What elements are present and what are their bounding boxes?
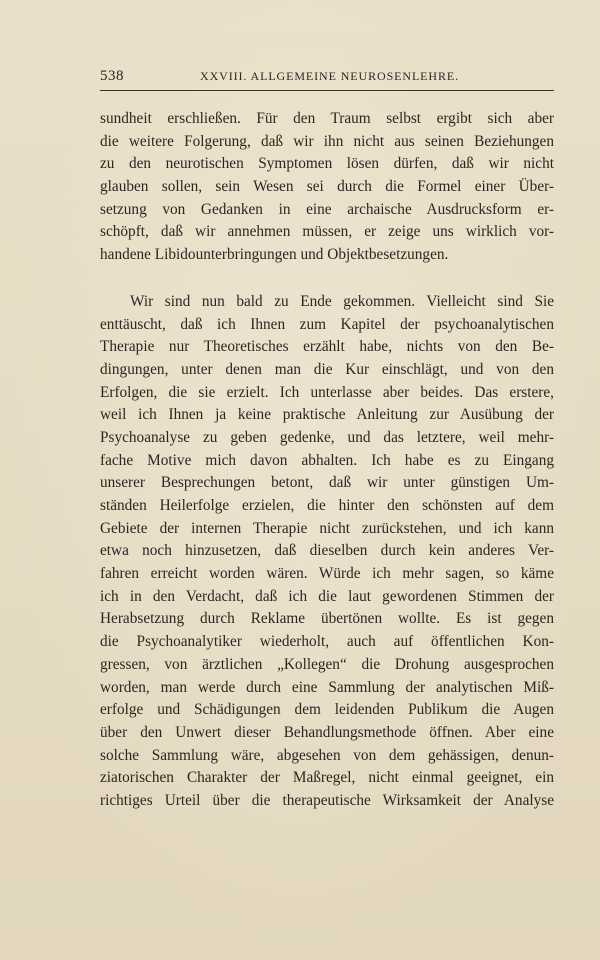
text-line: enttäuscht, daß ich Ihnen zum Kapitel der psychoanalytischen [100,315,554,333]
text-line: solche Sammlung wäre, abgesehen von dem gehässigen, denun- [100,746,554,764]
text-line: dingungen, unter denen man die Kur einschlägt, und von den [100,360,554,378]
text-line: Therapie nur Theoretisches erzählt habe, nichts von den Be- [100,338,554,356]
text-line: sundheit erschließen. Für den Traum selbst ergibt sich aber [100,110,554,127]
paragraph-1 [100,108,554,267]
text-line: weil ich Ihnen ja keine praktische Anleitung zur Ausübung der [100,406,554,424]
body-text [100,108,554,813]
text-line: gressen, von ärztlichen „Kollegen“ die Drohung ausgesprochen [100,655,554,673]
text-line: fahren erreicht worden wären. Würde ich mehr sagen, so käme [100,565,554,583]
text-line: Wir sind nun bald zu Ende gekommen. Vielleicht sind Sie [130,292,554,310]
text-line: ich in den Verdacht, daß ich die laut gewordenen Stimmen der [100,587,554,605]
text-line: fache Motive mich davon abhalten. Ich habe es zu Eingang [100,451,554,469]
text-line: zu den neurotischen Symptomen lösen dürfen, daß wir nicht [100,155,554,173]
text-line: ständen Heilerfolge erzielen, die hinter den schönsten auf dem [100,497,554,514]
text-line: die weitere Folgerung, daß wir ihn nicht aus seinen Beziehungen [100,132,554,150]
text-line: richtiges Urteil über die therapeutische Wirksamkeit der Analyse [100,791,554,809]
text-line: die Psychoanalytiker wiederholt, auch auf öffentlichen Kon- [100,633,554,651]
page-header [100,68,554,91]
text-line: handene Libidounterbringungen und Objektbesetzungen. [100,246,449,264]
running-head: XXVIII. ALLGEMEINE NEUROSENLEHRE. [200,69,460,83]
text-line: setzung von Gedanken in eine archaische Ausdrucksform er- [100,200,554,218]
text-line: worden, man werde durch eine Sammlung der analytischen Miß- [100,678,554,696]
page-number: 538 [100,68,124,84]
text-line: glauben sollen, sein Wesen sei durch die Formel einer Über- [100,178,554,196]
text-line: schöpft, daß wir annehmen müssen, er zeige uns wirklich vor- [100,223,554,241]
text-line: ziatorischen Charakter der Maßregel, nicht einmal geeignet, ein [100,769,554,787]
text-line: Psychoanalyse zu geben gedenke, und das letztere, weil mehr- [100,428,554,446]
text-line: über den Unwert dieser Behandlungsmethode öffnen. Aber eine [100,723,554,741]
text-line: etwa noch hinzusetzen, daß dieselben durch kein anderes Ver- [100,542,554,560]
paragraph-2 [100,291,554,813]
text-line: Gebiete der internen Therapie nicht zurückstehen, und ich kann [100,519,554,537]
text-line: Erfolgen, die sie erzielt. Ich unterlasse aber beides. Das erstere, [100,383,554,401]
text-line: erfolge und Schädigungen dem leidenden Publikum die Augen [100,701,554,719]
text-line: Herabsetzung durch Reklame übertönen wollte. Es ist gegen [100,610,554,628]
text-line: unserer Besprechungen betont, daß wir unter günstigen Um- [100,474,554,492]
